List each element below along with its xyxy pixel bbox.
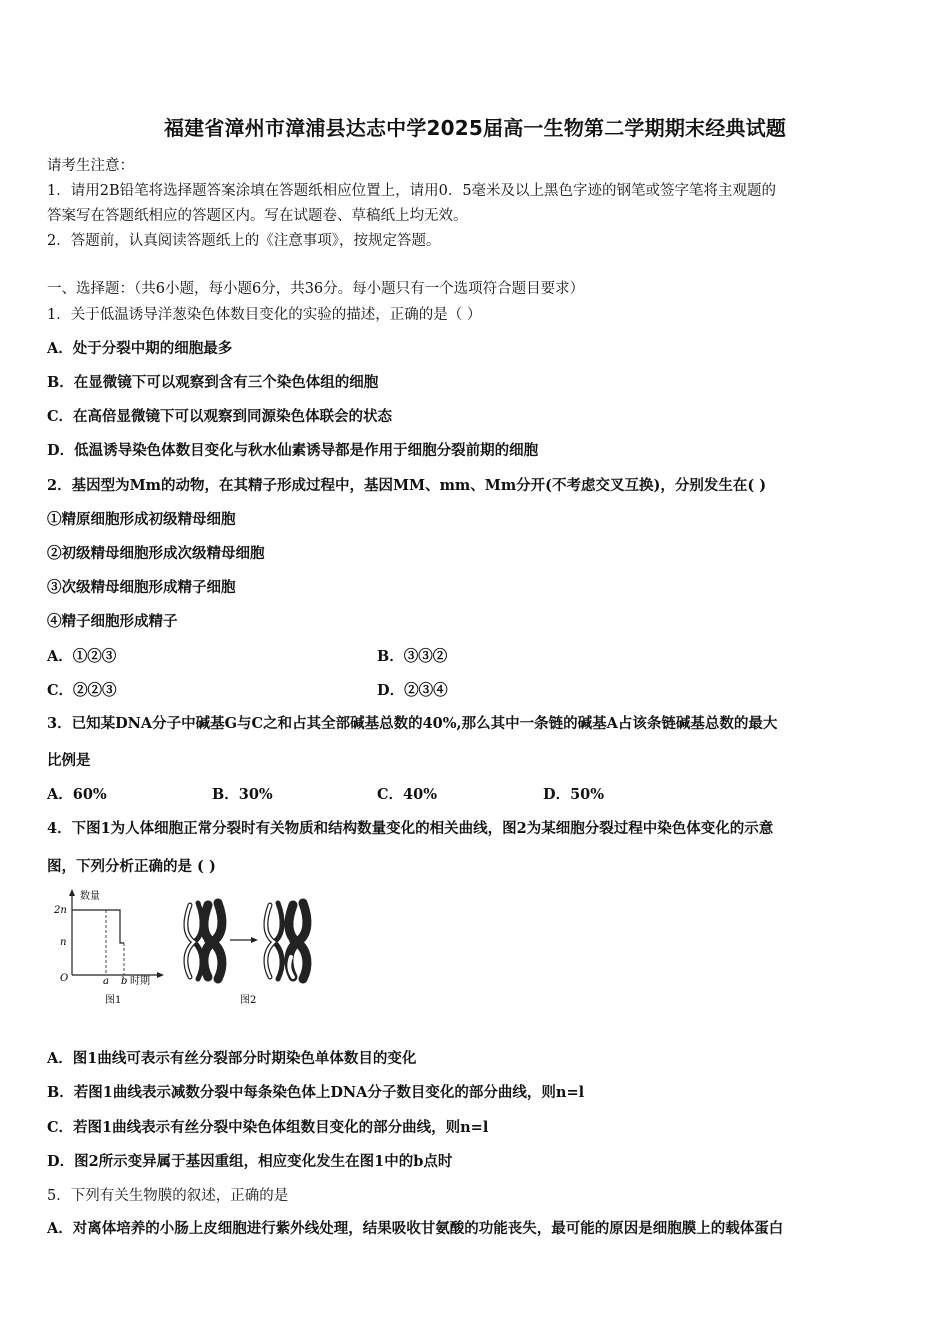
figure-2-caption: 图2: [240, 995, 257, 1006]
figure-1-y-arrow: [69, 889, 75, 896]
question-4-figures: [48, 885, 348, 1010]
question-3-stem-line-2: 比例是: [47, 752, 91, 769]
figure-1-tick-b: b: [121, 976, 128, 987]
question-4-option-b: B．若图1曲线表示减数分裂中每条染色体上DNA分子数目变化的部分曲线，则n=l: [47, 1084, 585, 1101]
question-3-option-b: B．30%: [212, 786, 273, 803]
question-1-option-b: B．在显微镜下可以观察到含有三个染色体组的细胞: [47, 374, 379, 391]
question-5-option-a: A．对离体培养的小肠上皮细胞进行紫外线处理，结果吸收甘氨酸的功能丧失，最可能的原因是细胞膜上的载体蛋白: [47, 1220, 784, 1237]
figure-1-ylabel: 数量: [80, 891, 100, 902]
question-2-option-d: D．②③④: [377, 682, 448, 699]
section-heading: 一、选择题：（共6小题，每小题6分，共36分。每小题只有一个选项符合题目要求）: [47, 281, 585, 297]
question-3-option-c: C．40%: [377, 786, 437, 803]
notice-item-1-line-2: 答案写在答题纸相应的答题区内。写在试题卷、草稿纸上均无效。: [47, 208, 468, 224]
question-4-option-a: A．图1曲线可表示有丝分裂部分时期染色单体数目的变化: [47, 1050, 417, 1067]
figure-1-x-arrow: [157, 972, 164, 978]
figure-1-graph: [53, 889, 164, 1006]
notice-item-2: 2．答题前，认真阅读答题纸上的《注意事项》，按规定答题。: [47, 233, 441, 249]
question-3-stem-line-1: 3．已知某DNA分子中碱基G与C之和占其全部碱基总数的40%,那么其中一条链的碱基A占该条链碱基总数的最大: [47, 715, 778, 732]
question-2-statement-1: ①精原细胞形成初级精母细胞: [47, 511, 236, 528]
question-3-option-d: D．50%: [543, 786, 605, 803]
figure-1-tick-2n: 2n: [54, 905, 67, 916]
question-2-statement-3: ③次级精母细胞形成精子细胞: [47, 579, 236, 596]
question-2-option-a: A．①②③: [47, 648, 117, 665]
arrow-transition: [230, 937, 258, 943]
notice-heading: 请考生注意：: [47, 158, 134, 174]
figure-2-diagram: [186, 903, 307, 1006]
question-4-option-c: C．若图1曲线表示有丝分裂中染色体组数目变化的部分曲线，则n=l: [47, 1119, 489, 1136]
figure-1-xlabel: 时期: [130, 976, 150, 987]
figure-1-caption: 图1: [105, 995, 122, 1006]
exam-title: 福建省漳州市漳浦县达志中学2025届高一生物第二学期期末经典试题: [163, 116, 787, 140]
question-4-stem-line-1: 4．下图1为人体细胞正常分裂时有关物质和结构数量变化的相关曲线，图2为某细胞分裂过程中染色体变化的示意: [47, 820, 774, 837]
figure-1-curve: [72, 910, 124, 943]
question-1-option-a: A．处于分裂中期的细胞最多: [47, 340, 233, 357]
figure-1-tick-n: n: [60, 937, 67, 948]
notice-item-1-line-1: 1．请用2B铅笔将选择题答案涂填在答题纸相应位置上，请用0．5毫米及以上黑色字迹的钢笔或签字笔将主观题的: [47, 183, 777, 199]
question-5-stem: 5．下列有关生物膜的叙述，正确的是: [47, 1188, 289, 1204]
chromosome-pair-after: [266, 903, 307, 979]
question-1-option-c: C．在高倍显微镜下可以观察到同源染色体联会的状态: [47, 408, 393, 425]
question-2-option-c: C．②②③: [47, 682, 117, 699]
question-4-stem-line-2: 图，下列分析正确的是 ( ): [47, 858, 216, 875]
question-2-stem: 2．基因型为Mm的动物，在其精子形成过程中，基因MM、mm、Mm分开(不考虑交叉互换)，分别发生在( ): [47, 477, 767, 494]
question-2-statement-2: ②初级精母细胞形成次级精母细胞: [47, 545, 265, 562]
question-2-option-b: B．③③②: [377, 648, 448, 665]
figure-1-tick-a: a: [103, 976, 109, 987]
figure-1-origin: O: [60, 973, 69, 984]
question-1-option-d: D．低温诱导染色体数目变化与秋水仙素诱导都是作用于细胞分裂前期的细胞: [47, 442, 539, 459]
question-4-option-d: D．图2所示变异属于基因重组，相应变化发生在图1中的b点时: [47, 1153, 453, 1170]
question-1-stem: 1．关于低温诱导洋葱染色体数目变化的实验的描述，正确的是（ ）: [47, 307, 482, 323]
question-3-option-a: A．60%: [47, 786, 107, 803]
question-2-statement-4: ④精子细胞形成精子: [47, 613, 178, 630]
chromosome-pair-before: [186, 903, 222, 979]
